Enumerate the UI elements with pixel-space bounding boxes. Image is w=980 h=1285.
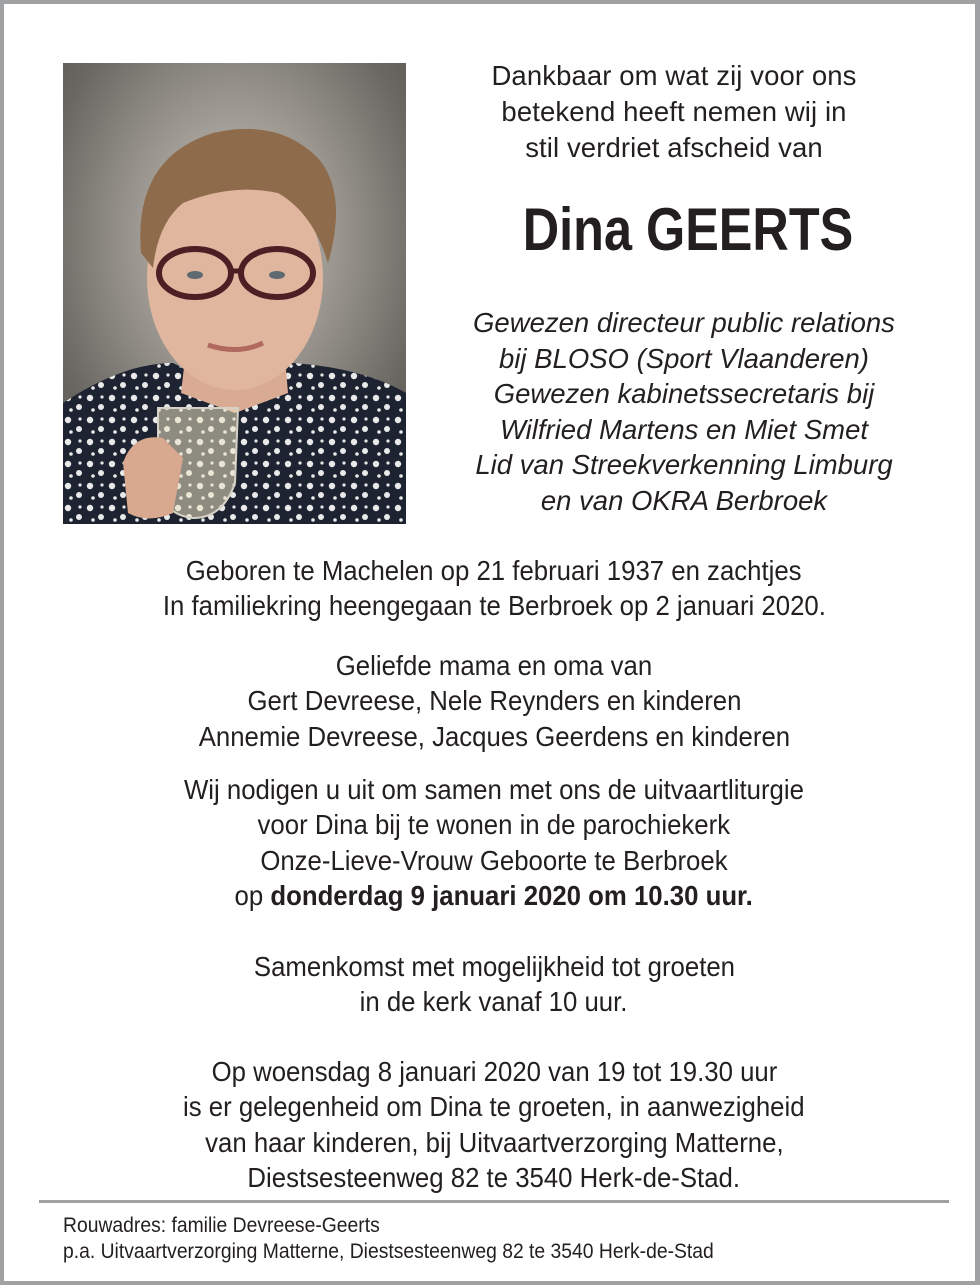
funeral-line: voor Dina bij te wonen in de parochiekerk xyxy=(257,809,731,841)
title-line: Lid van Streekverkenning Limburg xyxy=(475,449,893,481)
title-line: en van OKRA Berbroek xyxy=(540,484,828,516)
death-line: In familiekring heengegaan te Berbroek op 2 januari 2020. xyxy=(162,590,826,622)
intro-line: stil verdriet afscheid van xyxy=(525,132,823,163)
funeral-block xyxy=(40,772,948,914)
visitation-line: Diestsesteenweg 82 te 3540 Herk-de-Stad. xyxy=(247,1162,741,1194)
birth-line: Geboren te Machelen op 21 februari 1937 en zachtjes xyxy=(186,555,802,586)
deceased-name: Dina GEERTS xyxy=(522,196,854,263)
portrait-image-icon xyxy=(63,63,406,524)
mourning-address xyxy=(63,1213,943,1265)
gathering-block xyxy=(40,949,948,1020)
intro-line: betekend heeft nemen wij in xyxy=(501,96,847,127)
intro-line: Dankbaar om wat zij voor ons xyxy=(491,60,857,91)
intro-text xyxy=(424,58,924,166)
visitation-line: Op woensdag 8 januari 2020 van 19 tot 19.30 uur xyxy=(211,1056,777,1087)
gathering-line: Samenkomst met mogelijkheid tot groeten xyxy=(253,951,735,982)
mourning-address-line: p.a. Uitvaartverzorging Matterne, Diestsesteenweg 82 te 3540 Herk-de-Stad xyxy=(63,1240,714,1263)
career-titles xyxy=(424,305,944,519)
gathering-line: in de kerk vanaf 10 uur. xyxy=(360,986,628,1018)
title-line: bij BLOSO (Sport Vlaanderen) xyxy=(499,342,869,374)
portrait-photo xyxy=(63,63,406,524)
funeral-date: donderdag 9 januari 2020 om 10.30 uur. xyxy=(270,880,754,912)
funeral-date-line xyxy=(235,878,753,913)
family-member-line: Annemie Devreese, Jacques Geerdens en kinderen xyxy=(198,720,790,752)
family-member-line: Gert Devreese, Nele Reynders en kinderen xyxy=(247,685,741,717)
family-block xyxy=(40,648,948,754)
title-line: Gewezen kabinetssecretaris bij xyxy=(493,378,875,410)
visitation-line: is er gelegenheid om Dina te groeten, in aanwezigheid xyxy=(183,1091,805,1123)
title-line: Wilfried Martens en Miet Smet xyxy=(499,413,869,445)
footer-divider xyxy=(39,1200,949,1203)
title-line: Gewezen directeur public relations xyxy=(473,307,895,338)
visitation-block xyxy=(40,1054,948,1196)
birth-death-block xyxy=(40,553,948,624)
funeral-line: Wij nodigen u uit om samen met ons de uitvaartliturgie xyxy=(184,774,804,805)
mourning-address-line: Rouwadres: familie Devreese-Geerts xyxy=(63,1214,380,1237)
family-heading: Geliefde mama en oma van xyxy=(335,650,653,681)
visitation-line: van haar kinderen, bij Uitvaartverzorging Matterne, xyxy=(204,1126,784,1158)
funeral-date-prefix: op xyxy=(234,880,271,912)
funeral-line: Onze-Lieve-Vrouw Geboorte te Berbroek xyxy=(260,844,728,876)
